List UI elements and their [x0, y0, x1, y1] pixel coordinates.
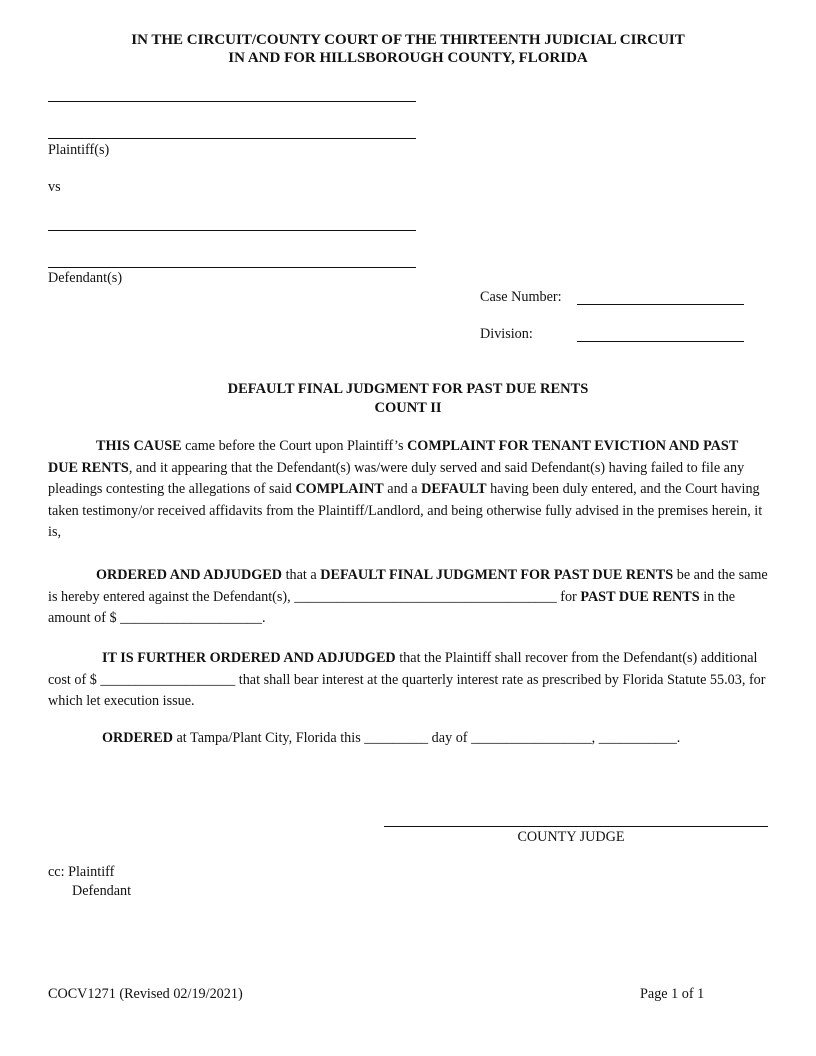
page-number: Page 1 of 1 — [640, 986, 705, 1002]
document-title — [0, 380, 816, 418]
para2-text-4: in the amount of $ — [48, 588, 736, 626]
para3-text-1: that the Plaintiff shall recover from the Defendant(s) additional cost of $ — [48, 650, 758, 688]
para1-text-3: and a — [383, 481, 422, 497]
case-number-blank — [577, 304, 744, 305]
plaintiff-blank-line-1 — [48, 101, 416, 102]
division-label: Division: — [480, 326, 533, 342]
default-judgment-text: DEFAULT FINAL JUDGMENT FOR PAST DUE RENTS — [320, 567, 674, 583]
court-header-line2: IN AND FOR HILLSBOROUGH COUNTY, FLORIDA — [228, 50, 588, 66]
cc-plaintiff: cc: Plaintiff — [48, 864, 115, 880]
court-header-line1: IN THE CIRCUIT/COUNTY COURT OF THE THIRTEENTH JUDICIAL CIRCUIT — [131, 32, 685, 48]
ordered-adjudged-text: ORDERED AND ADJUDGED — [96, 567, 283, 583]
para4-text-2: day of — [428, 730, 472, 746]
signature-line — [384, 826, 768, 827]
document-title-line1: DEFAULT FINAL JUDGMENT FOR PAST DUE RENTS — [227, 381, 589, 397]
rent-amount-blank: ____________________ — [120, 610, 262, 626]
paragraph-ordered-at — [48, 728, 770, 750]
court-header — [0, 31, 816, 67]
plaintiff-blank-line-2 — [48, 138, 416, 139]
case-number-label: Case Number: — [480, 289, 562, 305]
defendant-name-blank: _____________________________________ — [294, 588, 557, 605]
plaintiff-label: Plaintiff(s) — [48, 142, 110, 158]
county-judge-label: COUNTY JUDGE — [517, 829, 625, 845]
paragraph-further-ordered — [48, 648, 770, 713]
cost-amount-blank: ___________________ — [100, 671, 236, 688]
vs-label: vs — [48, 179, 61, 195]
form-id: COCV1271 (Revised 02/19/2021) — [48, 986, 243, 1002]
past-due-rents-text: PAST DUE RENTS — [580, 588, 700, 605]
further-ordered-text: IT IS FURTHER ORDERED AND ADJUDGED — [102, 650, 396, 666]
document-title-line2: COUNT II — [374, 400, 442, 416]
para2-text-5: . — [261, 610, 266, 626]
para1-text-4: having been duly entered, and the Court having taken testimony/or received affidavits from the Plaintiff/Landlord, and being otherwise fully advised in the premises herein, it is, — [48, 481, 763, 540]
default-word: DEFAULT — [421, 481, 487, 497]
paragraph-ordered-adjudged — [48, 565, 770, 630]
paragraph-this-cause — [48, 436, 770, 544]
day-blank: _________ — [364, 730, 429, 746]
para1-text-1: came before the Court upon Plaintiff’s — [181, 438, 408, 454]
para3-text-2: that shall bear interest at the quarterly interest rate as prescribed by Florida Statute 55.03, for which let execution issue. — [48, 671, 766, 709]
defendant-blank-line-1 — [48, 230, 416, 231]
defendant-blank-line-2 — [48, 267, 416, 268]
para2-text-2: be and the same is hereby entered against the Defendant(s), — [48, 567, 768, 605]
defendant-label: Defendant(s) — [48, 270, 123, 286]
para4-text-3: , — [591, 730, 599, 746]
complaint-word: COMPLAINT — [295, 481, 384, 497]
complaint-title: COMPLAINT FOR TENANT EVICTION AND PAST DUE RENTS — [48, 438, 739, 476]
para2-text-1: that a — [282, 567, 321, 583]
para4-text-4: . — [676, 730, 681, 746]
cc-defendant: Defendant — [72, 883, 132, 899]
division-blank — [577, 341, 744, 342]
this-cause-text: THIS CAUSE — [96, 438, 182, 454]
year-blank: ___________ — [598, 730, 677, 746]
ordered-text: ORDERED — [102, 730, 173, 746]
month-blank: _________________ — [471, 730, 592, 746]
para2-text-3: for — [556, 588, 581, 605]
para1-text-2: , and it appearing that the Defendant(s) was/were duly served and said Defendant(s) having failed to file any pleadings contesting the allegations of said — [48, 459, 745, 497]
para4-text-1: at Tampa/Plant City, Florida this — [172, 730, 365, 746]
